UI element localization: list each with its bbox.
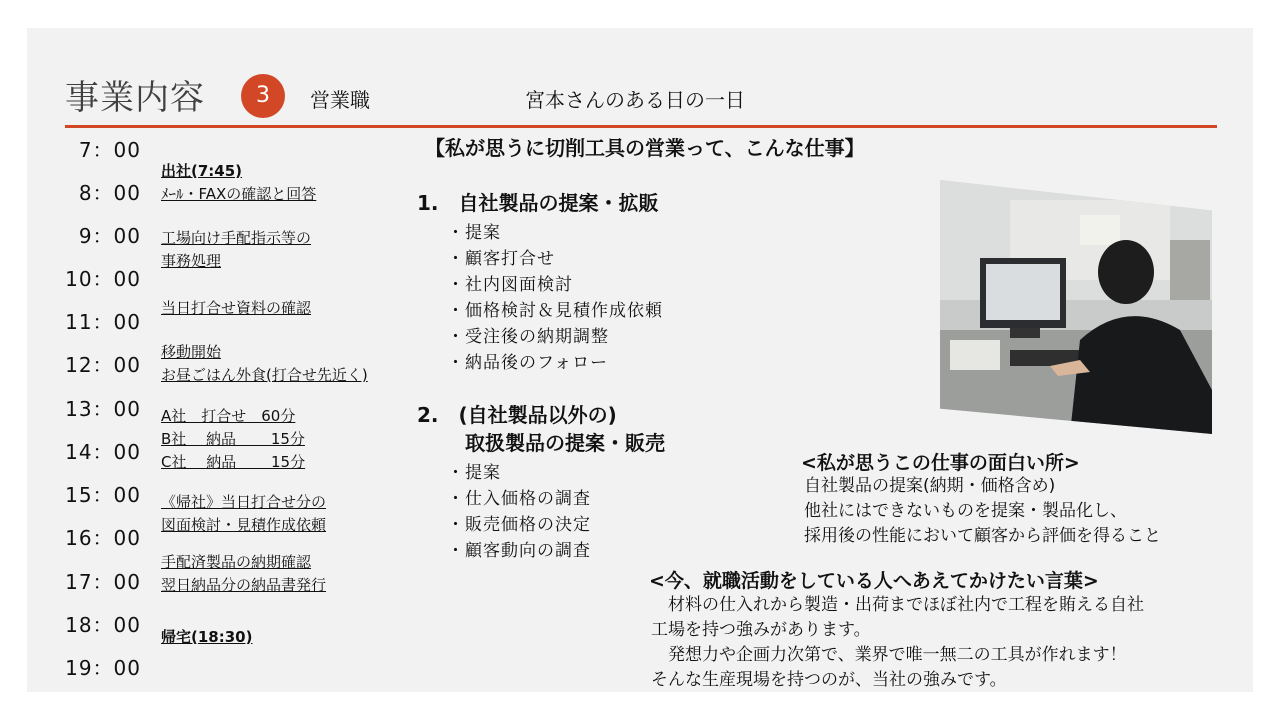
list-item: ・提案 — [447, 463, 501, 483]
list-item: ・受注後の納期調整 — [447, 327, 609, 347]
schedule-entry: 翌日納品分の納品書発行 — [161, 576, 327, 594]
schedule-entry: 出社(7:45) — [161, 162, 243, 180]
slide — [27, 28, 1253, 692]
message-heading: <今、就職活動をしている人へあえてかけたい言葉> — [649, 570, 1099, 592]
list-item: ・提案 — [447, 223, 501, 243]
schedule-entry: 手配済製品の納期確認 — [161, 553, 312, 571]
interesting-line: 他社にはできないものを提案・製品化し、 — [804, 501, 1127, 521]
schedule-entry: A社 打合せ 60分 — [161, 407, 296, 425]
message-line: そんな生産現場を持つのが、当社の強みです。 — [651, 670, 1007, 690]
time-label: 10：00 — [65, 267, 141, 291]
schedule-entry: お昼ごはん外食(打合せ先近く) — [161, 366, 368, 384]
schedule-entry: ﾒｰﾙ・FAXの確認と回答 — [161, 185, 317, 203]
interesting-line: 自社製品の提案(納期・価格含め) — [804, 476, 1056, 496]
office-photo — [940, 180, 1212, 434]
message-line: 材料の仕入れから製造・出荷までほぼ社内で工程を賄える自社 — [651, 595, 1144, 615]
list-item: ・顧客動向の調査 — [447, 541, 591, 561]
schedule-entry: C社 納品 15分 — [161, 453, 306, 471]
list-item: ・顧客打合せ — [447, 249, 555, 269]
schedule-entry: 事務処理 — [161, 252, 222, 270]
list-item: ・仕入価格の調査 — [447, 489, 591, 509]
time-label: 17：00 — [65, 570, 141, 594]
schedule-entry: 当日打合せ資料の確認 — [161, 299, 312, 317]
time-label: 13：00 — [65, 397, 141, 421]
time-label: 9：00 — [78, 224, 141, 248]
list-item: ・納品後のフォロー — [447, 353, 609, 373]
title-divider — [65, 125, 1217, 128]
schedule-entry: 図面検討・見積作成依頼 — [161, 516, 327, 534]
interesting-line: 採用後の性能において顧客から評価を得ること — [804, 526, 1161, 546]
section-1-title: 1. 自社製品の提案・拡販 — [417, 191, 659, 215]
page-subtitle: 宮本さんのある日の一日 — [525, 88, 745, 112]
time-label: 15：00 — [65, 483, 141, 507]
message-line: 工場を持つ強みがあります。 — [651, 620, 871, 640]
interesting-heading: <私が思うこの仕事の面白い所> — [801, 452, 1080, 474]
time-label: 7：00 — [78, 138, 141, 162]
list-item: ・販売価格の決定 — [447, 515, 591, 535]
message-line: 発想力や企画力次第で、業界で唯一無二の工具が作れます！ — [651, 645, 1127, 665]
time-label: 16：00 — [65, 526, 141, 550]
time-label: 12：00 — [65, 353, 141, 377]
time-label: 14：00 — [65, 440, 141, 464]
time-label: 8：00 — [78, 181, 141, 205]
schedule-entry: 帰宅(18:30) — [161, 628, 253, 646]
time-label: 18：00 — [65, 613, 141, 637]
main-heading: 【私が思うに切削工具の営業って、こんな仕事】 — [425, 136, 865, 160]
time-label: 19：00 — [65, 656, 141, 680]
section-2-title: 2. (自社製品以外の) — [417, 403, 617, 427]
schedule-entry: 《帰社》当日打合せ分の — [161, 493, 327, 511]
time-label: 11：00 — [65, 310, 141, 334]
schedule-entry: B社 納品 15分 — [161, 430, 305, 448]
section-2-title-line2: 取扱製品の提案・販売 — [465, 431, 665, 455]
schedule-entry: 移動開始 — [161, 343, 222, 361]
list-item: ・価格検討＆見積作成依頼 — [447, 301, 663, 321]
list-item: ・社内図面検討 — [447, 275, 573, 295]
page-title: 事業内容 — [65, 78, 205, 118]
job-role: 営業職 — [310, 88, 370, 112]
section-number-badge: 3 — [241, 74, 285, 118]
schedule-entry: 工場向け手配指示等の — [161, 229, 312, 247]
